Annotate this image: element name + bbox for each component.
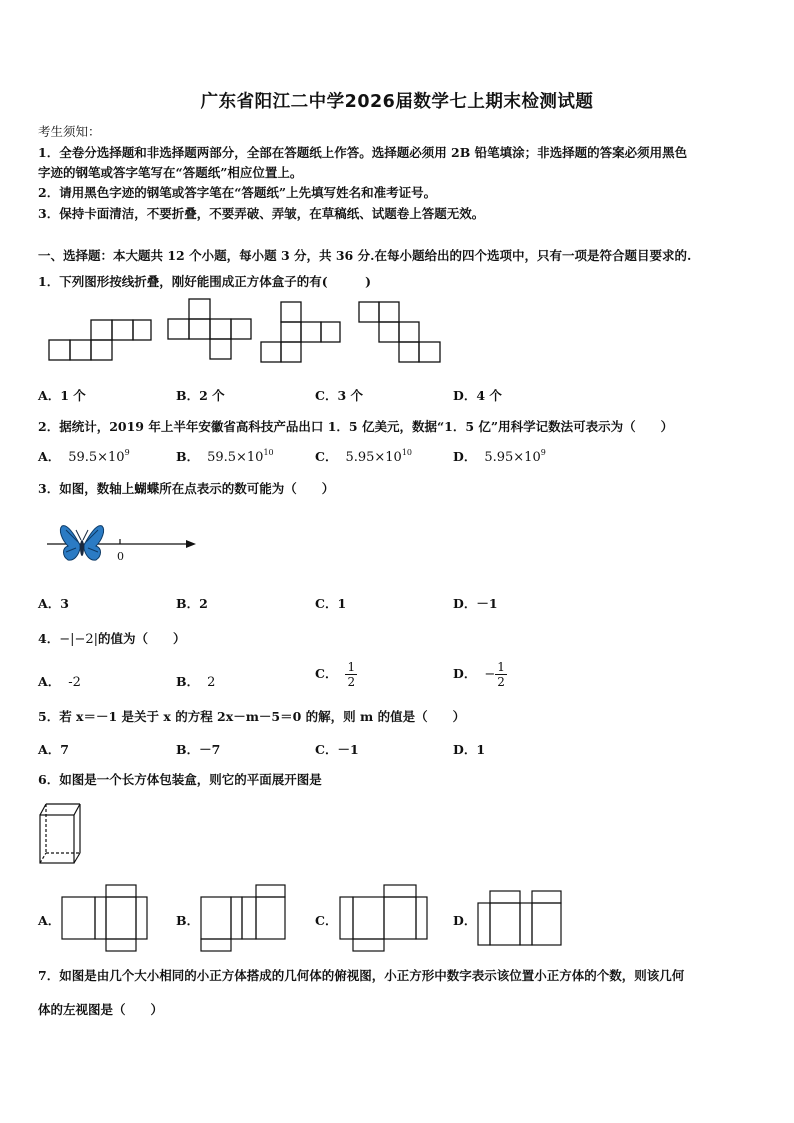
q4-option-a-label: A．	[38, 674, 61, 689]
q2-option-b-label: B．	[176, 449, 200, 464]
q2-option-c-mantissa: 5.95×10	[345, 450, 402, 465]
q1-stem: 1．下列图形按线折叠，刚好能围成正方体盒子的有( )	[38, 274, 372, 289]
q7-stem-line-2: 体的左视图是（ ）	[38, 1002, 164, 1017]
q2-option-b-mantissa: 59.5×10	[207, 450, 264, 465]
q6-option-c[interactable]: C．	[315, 913, 338, 928]
q1-option-d[interactable]: D．4 个	[453, 388, 502, 403]
q2-option-c-exponent: 10	[401, 448, 413, 457]
q2-option-d-label: D．	[453, 449, 477, 464]
q5-option-b[interactable]: B．－7	[176, 742, 221, 757]
q4-option-d-sign: −	[484, 667, 496, 682]
q4-option-d-denominator: 2	[497, 675, 505, 689]
q4-suffix: 的值为（ ）	[98, 631, 186, 646]
q3-option-c[interactable]: C．1	[315, 596, 347, 611]
q3-zero-label: 0	[117, 550, 124, 563]
q2-stem: 2．据统计，2019 年上半年安徽省高科技产品出口 1．5 亿美元，数据“1．5 亿”用科学记数法可表示为（ ）	[38, 419, 674, 434]
q5-option-d[interactable]: D．1	[453, 742, 486, 757]
section-heading: 一、选择题：本大题共 12 个小题，每小题 3 分，共 36 分.在每小题给出的四个选项中，只有一项是符合题目要求的.	[38, 248, 692, 263]
q5-stem: 5．若 x＝－1 是关于 x 的方程 2x－m－5＝0 的解，则 m 的值是（ ）	[38, 709, 466, 724]
notice-item-2: 2．请用黑色字迹的钢笔或答字笔在“答题纸”上先填写姓名和准考证号。	[38, 185, 437, 200]
q6-stem: 6．如图是一个长方体包装盒，则它的平面展开图是	[38, 772, 322, 787]
notice-item-1: 1．全卷分选择题和非选择题两部分，全部在答题纸上作答。选择题必须用 2B 铅笔填涂；非选择题的答案必须用黑色	[38, 145, 688, 160]
q6-option-d[interactable]: D．	[453, 913, 477, 928]
notice-item-1-cont: 字迹的钢笔或答字笔写在“答题纸”相应位置上。	[38, 165, 303, 180]
notice-item-3: 3．保持卡面清洁，不要折叠，不要弄破、弄皱，在草稿纸、试题卷上答题无效。	[38, 206, 485, 221]
q2-option-a-label: A．	[38, 449, 61, 464]
q3-option-b[interactable]: B．2	[176, 596, 208, 611]
q6-option-b[interactable]: B．	[176, 913, 200, 928]
q6-net-a	[62, 885, 147, 951]
q2-option-a-exponent: 9	[124, 448, 130, 457]
q3-option-d[interactable]: D．－1	[453, 596, 498, 611]
q6-net-b	[201, 885, 285, 951]
q2-option-d-exponent: 9	[540, 448, 546, 457]
q4-option-c-label: C．	[315, 666, 338, 681]
q3-stem: 3．如图，数轴上蝴蝶所在点表示的数可能为（ ）	[38, 481, 335, 496]
q4-option-c-numerator: 1	[347, 660, 356, 674]
q5-option-a[interactable]: A．7	[38, 742, 69, 757]
notice-heading: 考生须知：	[38, 124, 101, 139]
q4-expression: −|−2|	[59, 632, 99, 647]
q2-option-b-exponent: 10	[263, 448, 274, 457]
q1-option-c[interactable]: C．3 个	[315, 388, 363, 403]
q4-option-c-denominator: 2	[347, 675, 356, 689]
q6-net-c	[340, 885, 427, 951]
q4-option-b-value: 2	[207, 675, 216, 690]
page-title: 广东省阳江二中学2026届数学七上期末检测试题	[200, 92, 594, 112]
q1-option-a[interactable]: A．1 个	[38, 388, 86, 403]
q3-option-a[interactable]: A．3	[38, 596, 69, 611]
q2-option-a-mantissa: 59.5×10	[68, 450, 125, 465]
q7-stem-line-1: 7．如图是由几个大小相同的小正方体搭成的几何体的俯视图，小正方形中数字表示该位置小正方体的个数，则该几何	[38, 968, 685, 983]
q5-option-c[interactable]: C．－1	[315, 742, 359, 757]
q6-option-a[interactable]: A．	[38, 913, 61, 928]
q6-net-d	[478, 891, 561, 945]
q2-option-d-mantissa: 5.95×10	[484, 450, 541, 465]
q4-option-a-value: -2	[68, 675, 81, 690]
q4-option-d-label: D．	[453, 666, 477, 681]
q2-option-c-label: C．	[315, 449, 338, 464]
q4-prefix: 4．	[38, 631, 60, 646]
q4-option-b-label: B．	[176, 674, 200, 689]
q1-option-b[interactable]: B．2 个	[176, 388, 225, 403]
q4-option-d-numerator: 1	[497, 660, 505, 674]
